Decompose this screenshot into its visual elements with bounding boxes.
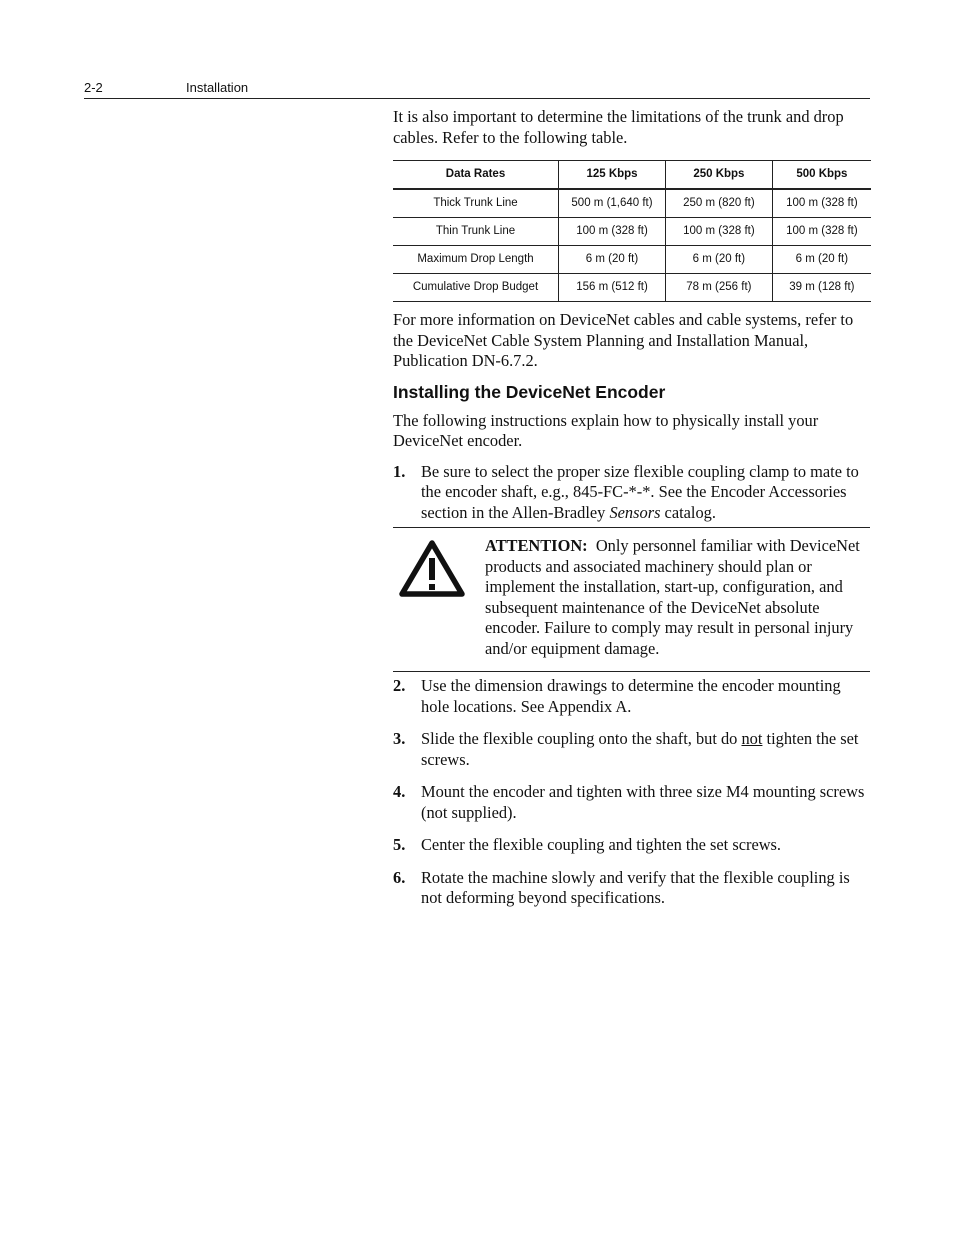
section-intro: The following instructions explain how to physically install your DeviceNet encoder. (393, 410, 819, 450)
catalog-name: Sensors (609, 502, 661, 522)
table-row (393, 246, 871, 274)
header-cell: 250 Kbps (666, 161, 773, 190)
table-header-row (393, 161, 871, 190)
step-text: tighten the set screws. (421, 729, 859, 769)
cable-limits-table (393, 160, 871, 302)
table-cell: Cumulative Drop Budget (393, 274, 559, 302)
step-item-3 (393, 729, 870, 770)
emphasis-underline: not (741, 729, 763, 748)
table-cell: Thick Trunk Line (393, 189, 559, 218)
step-text: Use the dimension drawings to determine the encoder mounting hole locations. See Appendix A. (421, 676, 841, 716)
step-number: 6. (393, 867, 406, 887)
intro-paragraph: It is also important to determine the limitations of the trunk and drop cables. Refer to the following table. (393, 107, 844, 147)
table-cell: 100 m (328 ft) (772, 189, 871, 218)
table-cell: 78 m (256 ft) (666, 274, 773, 302)
step-text: Rotate the machine slowly and verify that the flexible coupling is not deforming beyond specifications. (421, 867, 850, 907)
attention-box (393, 527, 870, 672)
section-heading: Installing the DeviceNet Encoder (393, 381, 666, 402)
step-number: 4. (393, 782, 406, 801)
table-cell: Maximum Drop Length (393, 246, 559, 274)
running-header (84, 80, 870, 99)
table-row (393, 274, 871, 302)
step-item-4 (393, 782, 870, 823)
step-text: Be sure to select the proper size flexible coupling clamp to mate to the encoder shaft, e.g., 845-FC-*-*. See the Encoder Accessories section in the Allen-Bradley (421, 461, 859, 522)
header-cell: 500 Kbps (772, 161, 871, 190)
step-list (393, 462, 870, 909)
step-number: 2. (393, 676, 406, 695)
step-item-6 (393, 868, 870, 909)
step-text: Slide the flexible coupling onto the shaft, but do (421, 729, 742, 748)
step-item-5 (393, 835, 870, 856)
step-text: Mount the encoder and tighten with three size M4 mounting screws (not supplied). (421, 782, 865, 822)
step-item-1 (393, 462, 870, 524)
table-cell: 6 m (20 ft) (772, 246, 871, 274)
step-text: catalog. (660, 502, 716, 522)
table-row (393, 189, 871, 218)
table-cell: Thin Trunk Line (393, 218, 559, 246)
step-number: 5. (393, 835, 406, 854)
table-row (393, 218, 871, 246)
table-cell: 156 m (512 ft) (559, 274, 666, 302)
step-number: 3. (393, 729, 406, 748)
section-title: Installation (186, 80, 249, 95)
table-cell: 250 m (820 ft) (666, 189, 773, 218)
table-cell: 100 m (328 ft) (559, 218, 666, 246)
info-paragraph: For more information on DeviceNet cables and cable systems, refer to the DeviceNet Cable System Planning and Installation Manual, Publication DN-6.7.2. (393, 310, 854, 370)
step-number: 1. (393, 461, 406, 481)
step-text: Center the flexible coupling and tighten the set screws. (421, 835, 782, 854)
attention-label: ATTENTION: (485, 536, 588, 555)
table-cell: 500 m (1,640 ft) (559, 189, 666, 218)
header-cell: Data Rates (393, 161, 559, 190)
table-cell: 100 m (328 ft) (772, 218, 871, 246)
step-item-2 (393, 676, 870, 717)
table-cell: 6 m (20 ft) (666, 246, 773, 274)
attention-text: Only personnel familiar with DeviceNet products and associated machinery should plan or implement the installation, start-up, configuration, and subsequent maintenance of the DeviceNet absolute encoder. Failure to comply may result in personal injury and/or equipment damage. (485, 536, 860, 658)
table-cell: 6 m (20 ft) (559, 246, 666, 274)
table-cell: 39 m (128 ft) (772, 274, 871, 302)
header-cell: 125 Kbps (559, 161, 666, 190)
table-cell: 100 m (328 ft) (666, 218, 773, 246)
page-number: 2-2 (84, 80, 103, 95)
warning-triangle-icon (398, 538, 466, 600)
main-column (393, 107, 870, 909)
